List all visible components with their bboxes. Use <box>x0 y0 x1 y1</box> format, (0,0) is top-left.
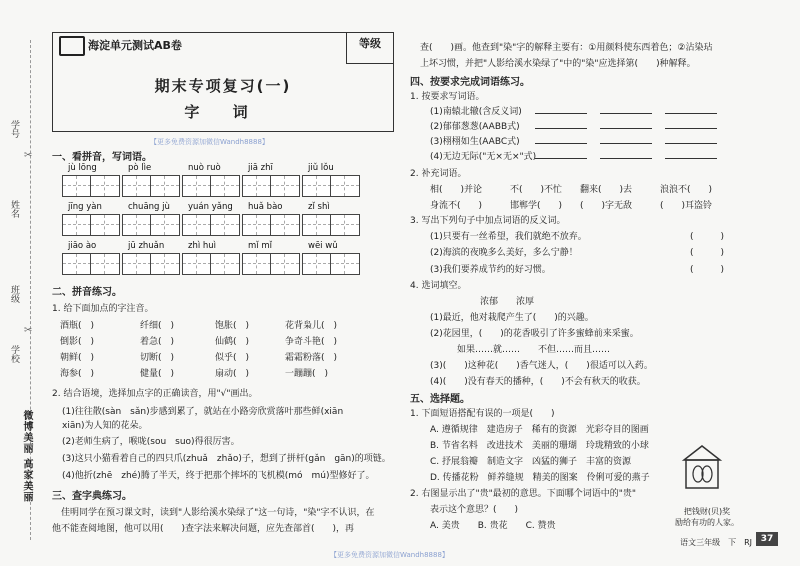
writing-grid[interactable] <box>62 175 92 197</box>
fill-word: 翻来( )去 <box>580 185 633 195</box>
q2-item: (3)这只小猫看着自己的四只爪(zhuǎ zhǎo)子，想到了拼杆(gǎn gān)的项链。 <box>62 454 391 464</box>
pinyin-question: 仙鹤( ) <box>215 337 250 347</box>
writing-grid[interactable] <box>150 214 180 236</box>
page-subtitle: 字 词 <box>184 103 262 121</box>
writing-grid[interactable] <box>122 253 152 275</box>
answer-blank[interactable] <box>665 128 717 129</box>
writing-grid[interactable] <box>150 253 180 275</box>
question-4-3: 3. 写出下列句子中加点词语的反义词。 <box>410 216 566 226</box>
answer-blank[interactable] <box>535 158 587 159</box>
pinyin-label: jiāo ào <box>68 241 97 251</box>
s4-item-text: (1)南辕北辙(含反义词) <box>430 107 522 117</box>
s4-item <box>430 119 520 132</box>
writing-grid[interactable] <box>90 214 120 236</box>
writing-grid[interactable] <box>122 214 152 236</box>
writing-grid[interactable] <box>330 175 360 197</box>
pinyin-question: 霜霜粉落( ) <box>285 353 338 363</box>
caption-line: 励给有功的人家。 <box>675 518 739 527</box>
tv-logo-icon <box>59 36 85 56</box>
fill-word: ( )耳盗铃 <box>660 201 713 211</box>
q2-item: (1)往往散(sàn sǎn)步感到累了，就站在小路旁欣赏落叶那些鲜(xiān <box>62 407 344 417</box>
q3-item: (2)海滨的夜晚多么美好，多么宁静！ <box>430 248 578 258</box>
writing-grid[interactable] <box>90 253 120 275</box>
fill-word: ( )字无敌 <box>580 201 633 211</box>
s4-item-text: (2)郁郁葱葱(AABB式) <box>430 122 520 132</box>
pinyin-label: zǐ shì <box>308 202 330 212</box>
answer-paren: ( ) <box>690 248 725 258</box>
answer-blank[interactable] <box>600 128 652 129</box>
pinyin-question: 朝鲜( ) <box>60 353 95 363</box>
pinyin-label: pò lìe <box>128 163 152 173</box>
section-1-title: 一、看拼音，写词语。 <box>52 152 152 163</box>
q2-item: (2)老师生病了，喉咙(sou suo)得很厉害。 <box>62 437 240 447</box>
pinyin-label: zhì huì <box>188 241 217 251</box>
pinyin-label: wēi wǔ <box>308 241 338 251</box>
q2-item: xiān)为人知的花朵。 <box>62 421 148 431</box>
q3-item: (3)我们要养成节约的好习惯。 <box>430 265 551 275</box>
answer-blank[interactable] <box>665 113 717 114</box>
q4-item: (4)( )没有春天的播种，( )不会有秋天的收获。 <box>430 377 646 387</box>
pinyin-question: 争奇斗艳( ) <box>285 337 338 347</box>
right-top-text: 查( )画。他查到"染"字的解释主要有：①用颜料使东西着色；②沾染玷 <box>420 43 713 53</box>
answer-paren: ( ) <box>690 232 725 242</box>
writing-grid[interactable] <box>270 214 300 236</box>
pinyin-label: nuò ruò <box>188 163 221 173</box>
pinyin-label: yuán yǎng <box>188 202 233 212</box>
writing-grid[interactable] <box>302 175 332 197</box>
sec3-text: 他不能查阅地图，他可以用( )查字法来解决问题，应先查部首( )，再 <box>52 524 355 534</box>
pinyin-label: jiǔ lǒu <box>308 163 334 173</box>
pinyin-question: 花背枭儿( ) <box>285 321 338 331</box>
pinyin-label: jù lōng <box>68 163 97 173</box>
margin-logo: 微博美丽 高家美丽 <box>21 410 32 503</box>
pinyin-question: 饱胀( ) <box>215 321 250 331</box>
section-2-title: 二、拼音练习。 <box>52 287 122 298</box>
writing-grid[interactable] <box>270 253 300 275</box>
right-top-text: 上坏习惯，并把"人影给溪水染绿了"中的"染"应选择第( )种解释。 <box>420 59 696 69</box>
answer-blank[interactable] <box>665 143 717 144</box>
section-5-title: 五、选择题。 <box>410 394 470 405</box>
pinyin-question: 倒影( ) <box>60 337 95 347</box>
writing-grid[interactable] <box>270 175 300 197</box>
writing-grid[interactable] <box>330 214 360 236</box>
s4-item <box>430 134 520 147</box>
s4-item-text: (3)栩栩如生(AABC式) <box>430 137 520 147</box>
margin-label-student-id: 学号 <box>9 120 19 138</box>
pinyin-question: 切断( ) <box>140 353 175 363</box>
shell-illustration-icon <box>676 440 728 492</box>
section-3-title: 三、查字典练习。 <box>52 491 132 502</box>
fill-word: 身流不( ) <box>430 201 483 211</box>
writing-grid[interactable] <box>62 253 92 275</box>
title-box <box>52 32 394 132</box>
pinyin-question: 扇动( ) <box>215 369 250 379</box>
question-4-4: 4. 选词填空。 <box>410 281 467 291</box>
pinyin-question: 海参( ) <box>60 369 95 379</box>
question-5-2b: 表示这个意思？( ) <box>430 505 519 515</box>
illustration-caption <box>672 506 742 528</box>
pinyin-label: huǎ bào <box>248 202 283 212</box>
q4-item: (2)花园里，( )的花香吸引了许多蜜蜂前来采蜜。 <box>430 329 639 339</box>
fill-word: 相( )并论 <box>430 185 483 195</box>
margin-label-name: 姓名 <box>9 200 19 218</box>
pinyin-question: 着急( ) <box>140 337 175 347</box>
scissor-icon: ✂ <box>24 150 33 161</box>
page-title: 期末专项复习(一) <box>154 77 292 95</box>
answer-blank[interactable] <box>600 143 652 144</box>
question-5-2: 2. 右图显示出了"贵"最初的意思。下面哪个词语中的"贵" <box>410 489 637 499</box>
question-2-2: 2. 结合语境，选择加点字的正确读音，用"√"画出。 <box>52 389 258 399</box>
q3-item: (1)只要有一丝希望，我们就绝不放弃。 <box>430 232 587 242</box>
sec3-text: 佳明同学在预习课文时，读到"人影给溪水染绿了"这一句诗，"染"字不认识，在 <box>52 508 375 518</box>
writing-grid[interactable] <box>210 253 240 275</box>
fill-word: 浪浪不( ) <box>660 185 713 195</box>
answer-blank[interactable] <box>535 128 587 129</box>
answer-blank[interactable] <box>535 143 587 144</box>
page-number: 37 <box>756 532 778 546</box>
pinyin-label: jīng yàn <box>68 202 102 212</box>
writing-grid[interactable] <box>302 253 332 275</box>
scissor-icon: ✂ <box>24 325 33 336</box>
footer-text: 语文三年级 下 RJ <box>680 538 752 547</box>
option: C. 抒展翁瓣 制造文字 凶猛的狮子 丰富的资源 <box>430 457 632 467</box>
option: A. 遵循规律 建造房子 稀有的资源 光彩夺目的图画 <box>430 425 649 435</box>
brand-name: 海淀单元测试AB卷 <box>88 39 182 52</box>
question-4-1: 1. 按要求写词语。 <box>410 92 485 102</box>
writing-grid[interactable] <box>182 175 212 197</box>
q5-2-options: A. 美贵 B. 贵花 C. 赞贵 <box>430 521 556 531</box>
question-4-2: 2. 补充词语。 <box>410 169 467 179</box>
pinyin-label: jū zhuǎn <box>128 241 165 251</box>
pinyin-question: 酒瓶( ) <box>60 321 95 331</box>
answer-blank[interactable] <box>600 158 652 159</box>
s4-item <box>430 149 536 162</box>
q2-item: (4)他折(zhē zhé)腾了半天，终于把那个摔坏的飞机模(mó mú)型修好了。 <box>62 471 375 481</box>
pinyin-question: 似乎( ) <box>215 353 250 363</box>
pinyin-question: 纤细( ) <box>140 321 175 331</box>
pinyin-label: mǐ mǐ <box>248 241 272 251</box>
answer-paren: ( ) <box>690 265 725 275</box>
question-5-1: 1. 下面短语搭配有误的一项是( ) <box>410 409 555 419</box>
watermark-bottom: 【更多免费资源加微信Wandh8888】 <box>330 551 449 559</box>
writing-grid[interactable] <box>242 175 272 197</box>
pinyin-question: 一蹦蹦( ) <box>285 369 329 379</box>
pinyin-label: chuāng jù <box>128 202 170 212</box>
q4-item: (3)( )这种花( )香气迷人，( )很适可以入药。 <box>430 361 653 371</box>
s4-item <box>430 104 522 117</box>
answer-blank[interactable] <box>600 113 652 114</box>
writing-grid[interactable] <box>210 214 240 236</box>
writing-grid[interactable] <box>182 214 212 236</box>
writing-grid[interactable] <box>242 214 272 236</box>
answer-blank[interactable] <box>535 113 587 114</box>
caption-line: 把钱财(贝)奖 <box>683 507 731 516</box>
writing-grid[interactable] <box>210 175 240 197</box>
grade-box: 等级 <box>346 33 393 64</box>
watermark: 【更多免费资源加微信Wandh8888】 <box>150 138 269 146</box>
option: B. 节省名料 改进技术 美丽的珊瑚 玲珑精致的小球 <box>430 441 649 451</box>
question-2-1: 1. 给下面加点的字注音。 <box>52 304 154 314</box>
q4-item: (1)最近，他对栽爬产生了( )的兴趣。 <box>430 313 594 323</box>
writing-grid[interactable] <box>122 175 152 197</box>
margin-label-class: 班级 <box>9 285 19 303</box>
q4-item: 如果……就…… 不但……而且…… <box>430 345 611 355</box>
margin-label-school: 学校 <box>9 345 19 363</box>
writing-grid[interactable] <box>182 253 212 275</box>
writing-grid[interactable] <box>150 175 180 197</box>
option: D. 传播花粉 鲜养缝规 精美的图案 伶俐可爱的燕子 <box>430 473 650 483</box>
writing-grid[interactable] <box>242 253 272 275</box>
fill-word: 邯郸学( ) <box>510 201 563 211</box>
writing-grid[interactable] <box>62 214 92 236</box>
writing-grid[interactable] <box>330 253 360 275</box>
pinyin-label: jiā zhī <box>248 163 273 173</box>
writing-grid[interactable] <box>90 175 120 197</box>
writing-grid[interactable] <box>302 214 332 236</box>
brand <box>59 36 182 56</box>
word-choices: 浓郁 浓厚 <box>480 297 535 307</box>
fill-word: 不( )不忙 <box>510 185 563 195</box>
answer-blank[interactable] <box>665 158 717 159</box>
section-4-title: 四、按要求完成词语练习。 <box>410 77 530 88</box>
s4-item-text: (4)无边无际("无×无×"式) <box>430 152 537 162</box>
pinyin-question: 健量( ) <box>140 369 175 379</box>
